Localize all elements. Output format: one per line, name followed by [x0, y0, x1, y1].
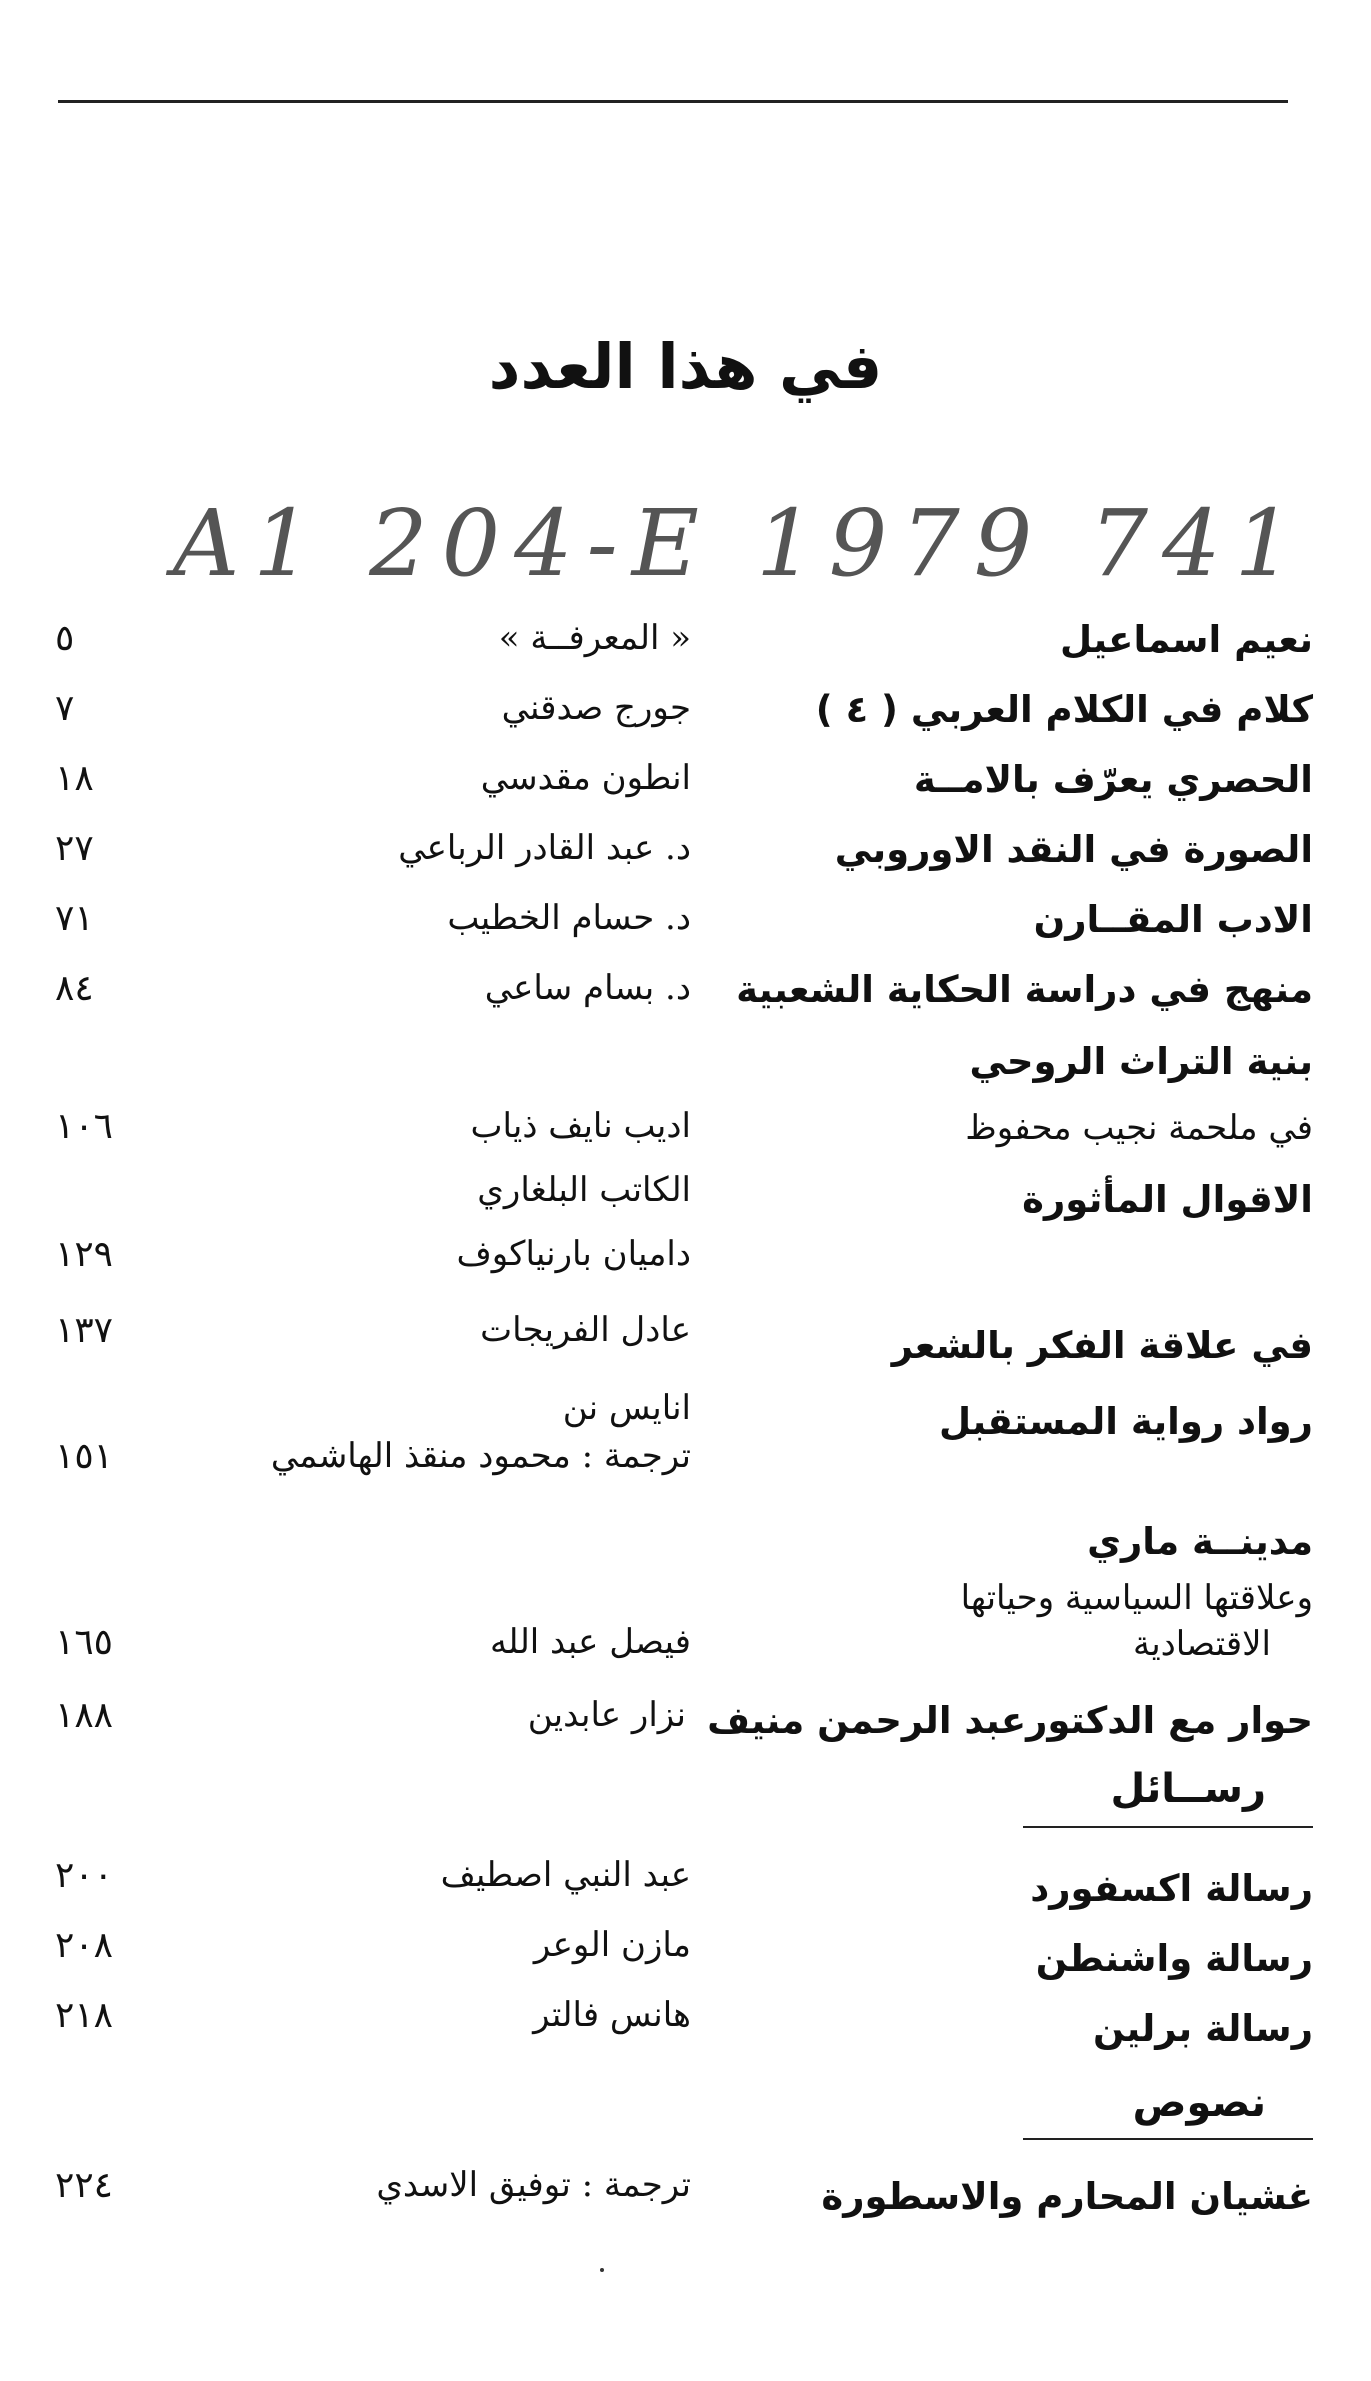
toc-entry — [0, 968, 1371, 1038]
toc-entry — [0, 1855, 1371, 1925]
toc-entry — [0, 1995, 1371, 2065]
entry-author: ترجمة : توفيق الاسدي — [376, 2165, 691, 2205]
entry-title: الصورة في النقد الاوروبي — [834, 828, 1313, 871]
section-underline — [1023, 1826, 1313, 1828]
entry-page: ٧ — [55, 688, 75, 729]
toc-entry — [0, 1040, 1371, 1170]
entry-title: كلام في الكلام العربي ( ٤ ) — [815, 688, 1313, 731]
entry-title: رسالة اكسفورد — [1030, 1867, 1313, 1910]
section-heading-letters: رســائل — [1110, 1766, 1266, 1812]
entry-title: بنية التراث الروحي — [969, 1040, 1313, 1083]
entry-page: ١٢٩ — [55, 1234, 114, 1275]
entry-author: اديب نايف ذياب — [470, 1106, 691, 1146]
entry-subtitle: وعلاقتها السياسية وحياتها — [960, 1578, 1313, 1618]
entry-page: ١٥١ — [55, 1436, 114, 1477]
toc-entry — [0, 1925, 1371, 1995]
entry-title: مدينــة ماري — [1087, 1520, 1313, 1563]
section-heading-texts: نصوص — [1132, 2080, 1266, 2126]
section-underline — [1023, 2138, 1313, 2140]
entry-author: د. حسام الخطيب — [447, 898, 691, 938]
entry-author: جورج صدقني — [501, 688, 691, 728]
entry-author: انطون مقدسي — [480, 758, 691, 798]
entry-author: « المعرفــة » — [498, 618, 691, 658]
entry-title: رسالة برلين — [1093, 2007, 1313, 2050]
entry-title: نعيم اسماعيل — [1060, 618, 1313, 661]
entry-author: الكاتب البلغاري — [477, 1170, 691, 1210]
toc-entry — [0, 1520, 1371, 1680]
entry-page: ٨٤ — [55, 968, 94, 1009]
entry-author: هانس فالتر — [533, 1995, 691, 2035]
entry-author: فيصل عبد الله — [489, 1622, 691, 1662]
entry-title: الاقوال المأثورة — [1022, 1178, 1313, 1221]
toc-entry — [0, 2165, 1371, 2235]
entry-author: انايس نن — [562, 1388, 691, 1428]
entry-page: ١٨ — [55, 758, 94, 799]
entry-title: غشيان المحارم والاسطورة — [821, 2175, 1313, 2218]
toc-entry — [0, 898, 1371, 968]
entry-author: عبد النبي اصطيف — [440, 1855, 691, 1895]
entry-page: ١٨٨ — [55, 1695, 114, 1736]
toc-entry — [0, 1695, 1371, 1765]
entry-author-secondary: داميان بارنياكوف — [456, 1234, 691, 1274]
entry-author: نزار عابدين — [527, 1695, 686, 1735]
toc-entry — [0, 758, 1371, 828]
entry-page: ٢٠٨ — [55, 1925, 114, 1966]
entry-page: ٢٧ — [55, 828, 94, 869]
toc-entry — [0, 828, 1371, 898]
entry-page: ١٣٧ — [55, 1310, 114, 1351]
entry-author-secondary: ترجمة : محمود منقذ الهاشمي — [270, 1436, 691, 1476]
top-rule — [58, 100, 1288, 103]
entry-page: ٧١ — [55, 898, 94, 939]
entry-title: حوار مع الدكتورعبد الرحمن منيف — [707, 1699, 1313, 1742]
entry-title: منهج في دراسة الحكاية الشعبية — [736, 968, 1313, 1011]
entry-page: ٢٢٤ — [55, 2165, 114, 2206]
toc-entry — [0, 1310, 1371, 1380]
entry-page: ٢٠٠ — [55, 1855, 114, 1896]
entry-page: ١٠٦ — [55, 1106, 114, 1147]
page-title: في هذا العدد — [488, 330, 883, 403]
entry-title: رواد رواية المستقبل — [939, 1400, 1313, 1443]
entry-title: في علاقة الفكر بالشعر — [891, 1324, 1313, 1367]
entry-author: عادل الفريجات — [480, 1310, 691, 1350]
handwritten-call-number: A1 204-E 1979 741 — [172, 490, 1308, 597]
toc-entry — [0, 688, 1371, 758]
entry-subtitle: في ملحمة نجيب محفوظ — [965, 1108, 1313, 1148]
entry-page: ١٦٥ — [55, 1622, 114, 1663]
entry-title: رسالة واشنطن — [1035, 1937, 1313, 1980]
entry-author: د. بسام ساعي — [484, 968, 691, 1008]
entry-author: د. عبد القادر الرباعي — [398, 828, 691, 868]
entry-subtitle-continued: الاقتصادية — [1132, 1624, 1271, 1664]
entry-author: مازن الوعر — [533, 1925, 691, 1965]
scan-speck — [600, 2268, 604, 2272]
toc-entry — [0, 1170, 1371, 1290]
toc-entry — [0, 618, 1371, 688]
entry-title: الحصري يعرّف بالامــة — [913, 758, 1313, 801]
entry-page: ٢١٨ — [55, 1995, 114, 2036]
entry-page: ٥ — [55, 618, 75, 659]
entry-title: الادب المقــارن — [1033, 898, 1313, 941]
toc-entry — [0, 1388, 1371, 1498]
